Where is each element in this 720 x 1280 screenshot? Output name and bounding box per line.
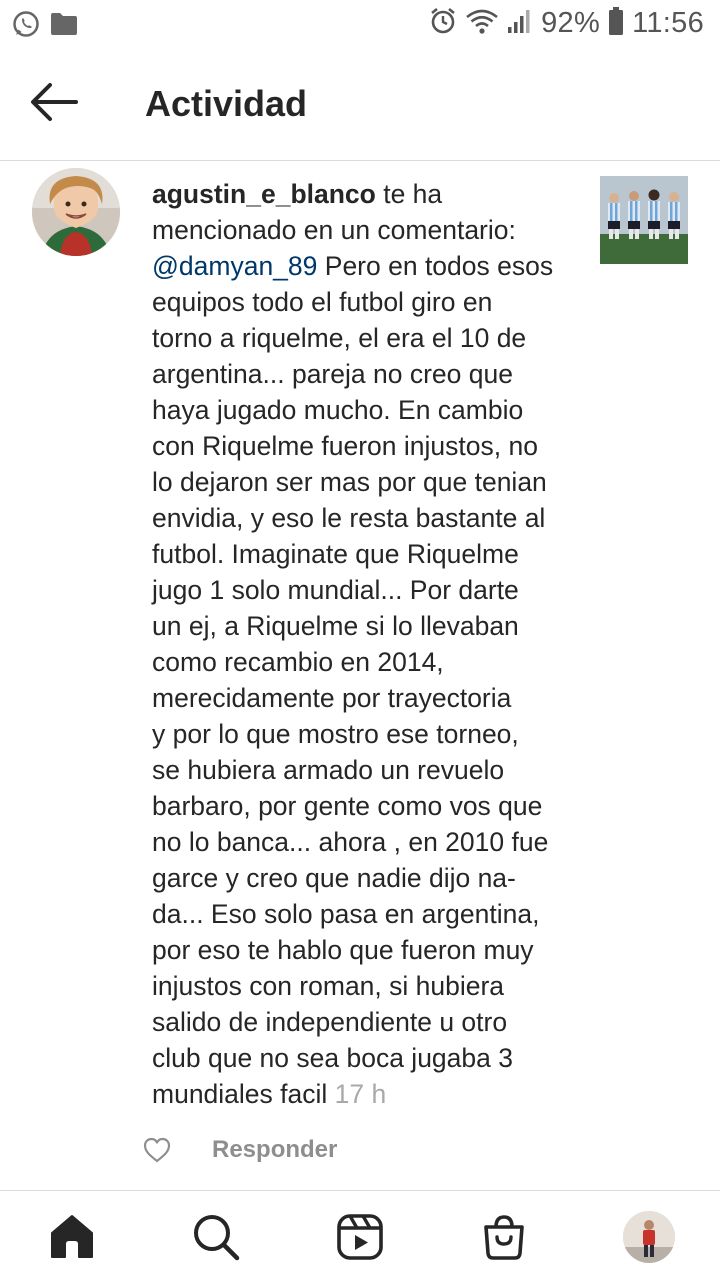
wifi-icon (465, 7, 499, 40)
page-title: Actividad (145, 83, 308, 124)
notification-text (152, 176, 582, 1112)
battery-percent: 92% (541, 7, 601, 39)
comment-line: salido de independiente u otro (152, 1007, 508, 1037)
comment-line: con Riquelme fueron injustos, no (152, 431, 538, 461)
comment-line: garce y creo que nadie dijo na- (152, 863, 516, 893)
timestamp: 17 h (327, 1079, 387, 1109)
notification-line (152, 248, 582, 284)
comment-text-end: mundiales facil (152, 1079, 328, 1109)
football-players-image (600, 176, 688, 264)
status-bar-left (12, 10, 78, 43)
back-button[interactable] (28, 82, 84, 130)
user-avatar[interactable] (32, 168, 120, 256)
header-divider (0, 160, 720, 161)
like-button[interactable] (142, 1135, 172, 1165)
comment-line: envidia, y eso le resta bastante al (152, 503, 546, 533)
nav-profile[interactable] (623, 1211, 675, 1263)
clock: 11:56 (632, 7, 704, 39)
whatsapp-icon (12, 10, 40, 43)
comment-line: merecidamente por trayectoria (152, 683, 512, 713)
comment-line: equipos todo el futbol giro en (152, 287, 493, 317)
shop-icon (480, 1213, 528, 1261)
notification-line (152, 176, 582, 212)
comment-line: torno a riquelme, el era el 10 de (152, 323, 527, 353)
nav-shop[interactable] (480, 1213, 528, 1261)
comment-line: jugo 1 solo mundial... Por darte (152, 575, 519, 605)
search-icon (192, 1213, 240, 1261)
signal-icon (507, 7, 533, 40)
folder-icon (50, 12, 78, 41)
comment-line: por eso te hablo que fueron muy (152, 935, 534, 965)
profile-avatar (623, 1211, 675, 1263)
comment-line: da... Eso solo pasa en argentina, (152, 899, 540, 929)
comment-line: injustos con roman, si hubiera (152, 971, 505, 1001)
comment-line: barbaro, por gente como vos que (152, 791, 543, 821)
alarm-icon (429, 7, 457, 40)
nav-reels[interactable] (336, 1213, 384, 1261)
bottom-nav (0, 1191, 720, 1280)
comment-line: como recambio en 2014, (152, 647, 444, 677)
comment-line (152, 1076, 582, 1112)
comment-line: se hubiera armado un revuelo (152, 755, 505, 785)
header (0, 60, 720, 160)
nav-home[interactable] (48, 1213, 96, 1261)
comment-line: futbol. Imaginate que Riquelme (152, 539, 519, 569)
reply-button[interactable]: Responder (212, 1136, 338, 1163)
comment-line: haya jugado mucho. En cambio (152, 395, 524, 425)
arrow-left-icon (28, 82, 78, 122)
comment-line: lo dejaron ser mas por que tenian (152, 467, 547, 497)
comment-line: no lo banca... ahora , en 2010 fue (152, 827, 549, 857)
post-thumbnail[interactable] (600, 176, 688, 264)
home-icon (48, 1213, 96, 1261)
comment-line: y por lo que mostro ese torneo, (152, 719, 519, 749)
comment-text-start: Pero en todos esos (317, 251, 554, 281)
notification-actions (142, 1130, 337, 1170)
notification-intro: te ha (375, 179, 443, 209)
status-bar (0, 0, 720, 50)
comment-line: argentina... pareja no creo que (152, 359, 513, 389)
nav-search[interactable] (192, 1213, 240, 1261)
reels-icon (336, 1213, 384, 1261)
notification-line: mencionado en un comentario: (152, 215, 516, 245)
heart-outline-icon (142, 1135, 172, 1165)
username-link[interactable]: agustin_e_blanco (152, 179, 376, 209)
battery-icon (608, 6, 624, 41)
comment-line: un ej, a Riquelme si lo llevaban (152, 611, 519, 641)
status-bar-right (429, 6, 704, 41)
mention-link[interactable]: @damyan_89 (152, 251, 318, 281)
comment-line: club que no sea boca jugaba 3 (152, 1043, 513, 1073)
child-portrait-image (32, 168, 120, 256)
